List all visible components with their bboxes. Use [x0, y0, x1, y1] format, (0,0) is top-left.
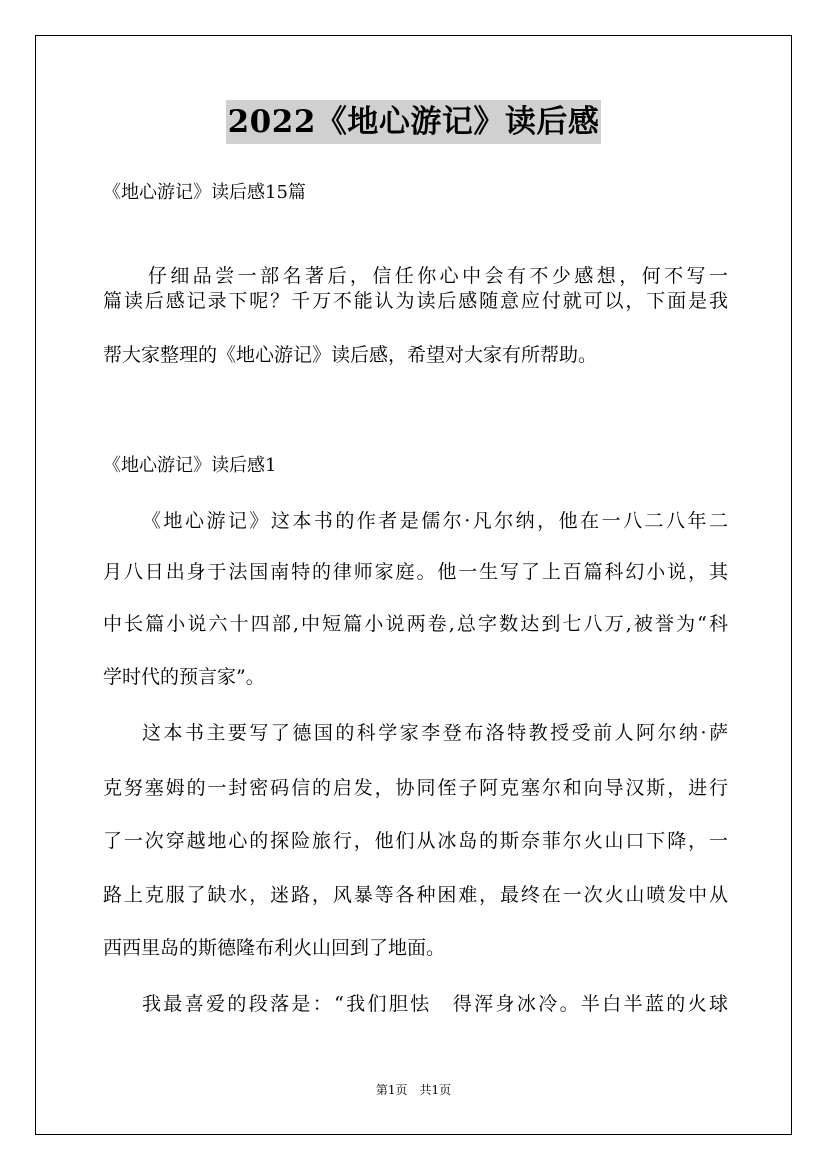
para2-line-2: 克努塞姆的一封密码信的启发，协同侄子阿克塞尔和向导汉斯，进行 — [103, 777, 728, 799]
para1-line-2: 月八日出身于法国南特的律师家庭。他一生写了上百篇科幻小说，其 — [103, 561, 728, 583]
para2-line-5: 西西里岛的斯德隆布利火山回到了地面。 — [103, 937, 446, 959]
title-container — [0, 100, 827, 144]
para2-line-1: 这本书主要写了德国的科学家李登布洛特教授受前人阿尔纳·萨 — [142, 722, 728, 744]
para3-line-1: 我最喜爱的段落是：“我们胆怯 得浑身冰冷。半白半蓝的火球 — [142, 993, 728, 1015]
para1-line-4: 学时代的预言家”。 — [103, 666, 265, 688]
page-footer: 第1页 共1页 — [375, 1083, 452, 1097]
document-title: 2022《地心游记》读后感 — [226, 100, 602, 144]
intro-line-3: 帮大家整理的《地心游记》读后感，希望对大家有所帮助。 — [103, 344, 598, 366]
para2-line-4: 路上克服了缺水，迷路，风暴等各种困难，最终在一次火山喷发中从 — [103, 884, 728, 906]
intro-line-2: 篇读后感记录下呢？千万不能认为读后感随意应付就可以，下面是我 — [103, 290, 728, 312]
para1-line-1: 《地心游记》这本书的作者是儒尔·凡尔纳，他在一八二八年二 — [142, 510, 728, 532]
section-heading: 《地心游记》读后感1 — [103, 455, 277, 476]
para1-line-3: 中长篇小说六十四部,中短篇小说两卷,总字数达到七八万,被誉为“科 — [103, 613, 728, 635]
intro-line-1: 仔细品尝一部名著后，信任你心中会有不少感想，何不写一 — [103, 265, 728, 287]
para2-line-3: 了一次穿越地心的探险旅行，他们从冰岛的斯奈菲尔火山口下降，一 — [103, 830, 728, 852]
document-subtitle: 《地心游记》读后感15篇 — [103, 182, 306, 203]
